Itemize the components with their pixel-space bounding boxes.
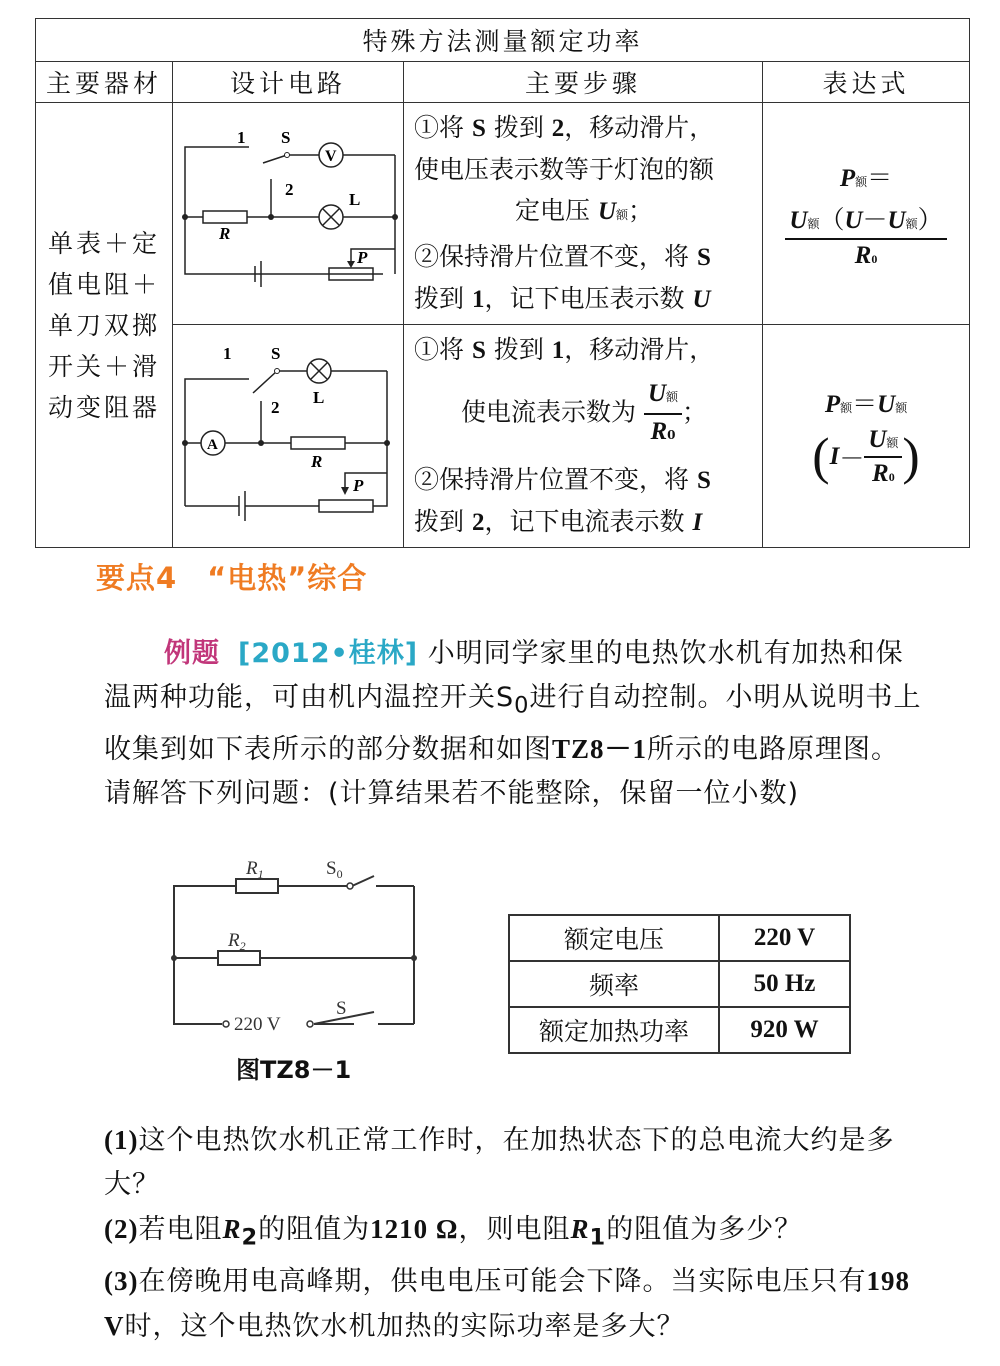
voltage-symbol: U (789, 206, 808, 234)
step-text: 使电流表示数为 (460, 397, 636, 427)
switch-pos-2-label: 2 (271, 397, 280, 417)
resistor-R-label: R (219, 224, 231, 243)
header-circuit: 设计电路 (173, 62, 404, 103)
voltage-symbol: U (692, 286, 711, 313)
question-number: (2) (104, 1214, 139, 1244)
S-label: S (336, 998, 347, 1019)
rated-subscript: 额 (855, 174, 868, 189)
question-3 (104, 1259, 924, 1349)
fraction-numerator (644, 379, 682, 415)
table-row (509, 915, 850, 961)
figure-reference: TZ8－1 (552, 734, 648, 765)
position-number: 2 (471, 509, 485, 536)
rated-subscript: 额 (840, 401, 853, 415)
junction-dot-icon (411, 955, 417, 961)
voltage-symbol: U (647, 380, 666, 407)
question-text: 的阻值为多少？ (606, 1214, 803, 1245)
spec-value: 50 Hz (719, 961, 850, 1007)
question-1 (104, 1118, 924, 1207)
question-2 (104, 1207, 924, 1259)
voltage-symbol: U (844, 206, 863, 234)
example-source: [2012•桂林] (238, 638, 419, 669)
resistor-R-label: R (311, 451, 323, 471)
subscript-zero: 0 (888, 470, 895, 484)
power-symbol: P (824, 391, 841, 418)
step1-line3 (414, 190, 754, 236)
switch-symbol: S (471, 115, 486, 142)
step-text: ； (628, 196, 654, 225)
power-symbol: P (839, 164, 856, 192)
question-text: ，则电阻 (458, 1214, 571, 1245)
equals-sign: ＝ (852, 391, 878, 418)
voltage-symbol: U (597, 198, 616, 225)
materials-line: 单刀双掷 (48, 310, 161, 340)
step1-line2: 使电压表示数等于灯泡的额 (414, 155, 715, 184)
subscript: 1 (589, 1224, 607, 1251)
switch-symbol: S (471, 337, 486, 364)
step-text: ，移动滑片， (564, 335, 715, 364)
question-number: (1) (104, 1125, 139, 1155)
resistance-symbol: R (650, 418, 668, 445)
slider-arrow-icon (341, 487, 349, 495)
step-text: ①将 (414, 113, 465, 142)
step-text: 拨到 (414, 284, 465, 313)
subscript: 2 (241, 1224, 259, 1251)
resistance-symbol: R (570, 1214, 590, 1244)
terminal-icon (223, 1021, 229, 1027)
switch-symbol: S (696, 244, 711, 271)
heater-circuit-diagram (160, 852, 430, 1042)
expression-paren-group (763, 426, 969, 488)
step-text: ，移动滑片， (564, 113, 715, 142)
voltage-value: 198 V (104, 1266, 910, 1342)
terminal-icon (307, 1021, 313, 1027)
voltage-symbol: U (877, 391, 896, 418)
step-text: ①将 (414, 335, 465, 364)
fraction-numerator (785, 200, 946, 240)
fraction-numerator (864, 426, 902, 458)
materials-line: 动变阻器 (48, 392, 161, 422)
fraction-denominator (644, 415, 682, 449)
voltage-symbol: U (887, 206, 906, 234)
section-heading: 要点4 “电热”综合 (96, 561, 368, 595)
example-text: 进行自动控制。小明从说明书上收集到如下表所示的部分数据和如图 (104, 682, 922, 766)
rated-subscript: 额 (905, 216, 918, 231)
lamp-L-label: L (349, 190, 361, 209)
spec-key: 额定电压 (509, 915, 719, 961)
materials-line: 单表＋定 (48, 228, 161, 258)
junction-dot-icon (258, 440, 264, 446)
table-row (509, 1007, 850, 1053)
subscript-zero: 0 (667, 428, 676, 442)
question-text: 若电阻 (138, 1214, 223, 1245)
resistance-symbol: R (854, 241, 872, 269)
switch-contact-icon (275, 368, 280, 373)
header-steps: 主要步骤 (404, 62, 763, 103)
example-label: 例题 (164, 638, 220, 669)
junction-dot-icon (171, 955, 177, 961)
switch-symbol: S (696, 467, 711, 494)
step-text: ②保持滑片位置不变，将 (414, 465, 690, 494)
junction-dot-icon (182, 440, 188, 446)
example-text: 所示的电路原理图。请解答下列问题：(计算结果若不能整除，保留一位小数) (104, 734, 900, 810)
S0-label: $S_0$ (326, 858, 343, 881)
junction-dot-icon (392, 214, 398, 220)
junction-dot-icon (268, 214, 274, 220)
rated-subscript: 额 (895, 401, 908, 415)
example-text: 小明同学家里的电热饮水机有加热和保温两种功能，可由机内温控开关S (104, 638, 904, 713)
spec-value: 220 V (719, 915, 850, 961)
minus-sign: － (862, 206, 888, 234)
expression-ammeter-cell (763, 325, 970, 548)
steps-ammeter-cell (404, 325, 763, 548)
voltmeter-V-label: V (325, 148, 337, 165)
rated-subscript: 额 (666, 390, 679, 404)
question-text: 时，这个电热饮水机加热的实际功率是多大？ (124, 1311, 685, 1343)
methods-table (35, 18, 970, 548)
resistance-symbol: R (872, 460, 889, 487)
subscript-zero: 0 (514, 692, 530, 719)
position-number: 2 (551, 115, 565, 142)
switch-contact-icon (285, 153, 290, 158)
step-text: 拨到 (493, 113, 544, 142)
materials-cell (36, 103, 173, 548)
step-text: 拨到 (493, 335, 544, 364)
rheostat-P-label: P (353, 475, 364, 495)
equals-sign: ＝ (867, 164, 893, 192)
step-text: ； (682, 397, 708, 427)
step1-line (414, 107, 754, 149)
example-paragraph (104, 632, 924, 816)
table-row (509, 961, 850, 1007)
expression-fraction (864, 426, 902, 488)
step2-line2 (414, 501, 754, 543)
right-paren: ) (902, 428, 920, 486)
minus-sign: － (839, 446, 865, 473)
circuit-voltmeter-cell (173, 103, 404, 325)
expression-lhs (763, 158, 969, 194)
step-text: ，记下电流表示数 (484, 507, 685, 536)
switch-S-label: S (271, 343, 281, 363)
spec-key: 额定加热功率 (509, 1007, 719, 1053)
step1-line2 (414, 379, 754, 449)
R2-label: $R_2$ (228, 930, 246, 953)
step-text: ，记下电压表示数 (484, 284, 685, 313)
voltage-label: 220 V (234, 1014, 281, 1035)
expression-voltmeter-cell (763, 103, 970, 325)
current-symbol: I (692, 509, 703, 536)
rated-subscript: 额 (807, 216, 820, 231)
step2-line (414, 236, 754, 278)
fraction-denominator (864, 458, 902, 488)
question-text: 的阻值为 (258, 1214, 371, 1245)
figure-caption: 图TZ8－1 (236, 1056, 352, 1084)
step-text: ②保持滑片位置不变，将 (414, 242, 690, 271)
materials-line: 值电阻＋ (48, 269, 161, 299)
switch-pos-1-label: 1 (237, 128, 246, 147)
header-materials: 主要器材 (36, 62, 173, 103)
spec-table (508, 914, 851, 1054)
position-number: 1 (471, 286, 485, 313)
position-number: 1 (551, 337, 565, 364)
paren: ） (917, 206, 943, 234)
current-symbol: I (829, 443, 840, 470)
circuit-ammeter-cell (173, 325, 404, 548)
questions-block (104, 1118, 924, 1349)
left-paren: ( (812, 428, 830, 486)
steps-voltmeter-cell (404, 103, 763, 325)
materials-line: 开关＋滑 (48, 351, 161, 381)
switch-contact-icon (347, 883, 353, 889)
lamp-L-label: L (313, 387, 325, 407)
voltage-symbol: U (868, 426, 887, 453)
rated-subscript: 额 (616, 208, 629, 222)
question-text: 在傍晚用电高峰期，供电电压可能会下降。当实际电压只有 (138, 1266, 867, 1298)
header-expression: 表达式 (763, 62, 970, 103)
question-text: 这个电热饮水机正常工作时，在加热状态下的总电流大约是多大？ (104, 1125, 895, 1200)
ammeter-A-label: A (207, 436, 218, 453)
R1-label: $R_1$ (246, 858, 264, 881)
table-caption: 特殊方法测量额定功率 (36, 19, 970, 62)
ammeter-circuit-diagram (173, 331, 404, 538)
resistance-symbol: R (222, 1214, 242, 1244)
slider-arrow-icon (347, 261, 355, 268)
step2-line2 (414, 278, 754, 320)
junction-dot-icon (384, 440, 390, 446)
spec-value: 920 W (719, 1007, 850, 1053)
resistance-value: 1210 Ω (370, 1214, 459, 1244)
fraction-denominator (785, 240, 946, 270)
question-number: (3) (104, 1266, 139, 1297)
step1-line (414, 329, 754, 371)
switch-S-label: S (281, 128, 291, 147)
spec-key: 频率 (509, 961, 719, 1007)
expression-lhs (763, 384, 969, 420)
subscript-zero: 0 (871, 251, 878, 266)
step-text: 拨到 (414, 507, 465, 536)
expression-fraction (785, 200, 946, 270)
switch-pos-1-label: 1 (223, 343, 232, 363)
rheostat-P-label: P (357, 248, 368, 267)
switch-pos-2-label: 2 (285, 180, 294, 199)
rated-subscript: 额 (886, 436, 899, 450)
step-text: 定电压 (514, 196, 590, 225)
paren: （ (819, 206, 845, 234)
step2-line (414, 459, 754, 501)
current-fraction (644, 379, 682, 449)
junction-dot-icon (182, 214, 188, 220)
voltmeter-circuit-diagram (173, 109, 404, 314)
